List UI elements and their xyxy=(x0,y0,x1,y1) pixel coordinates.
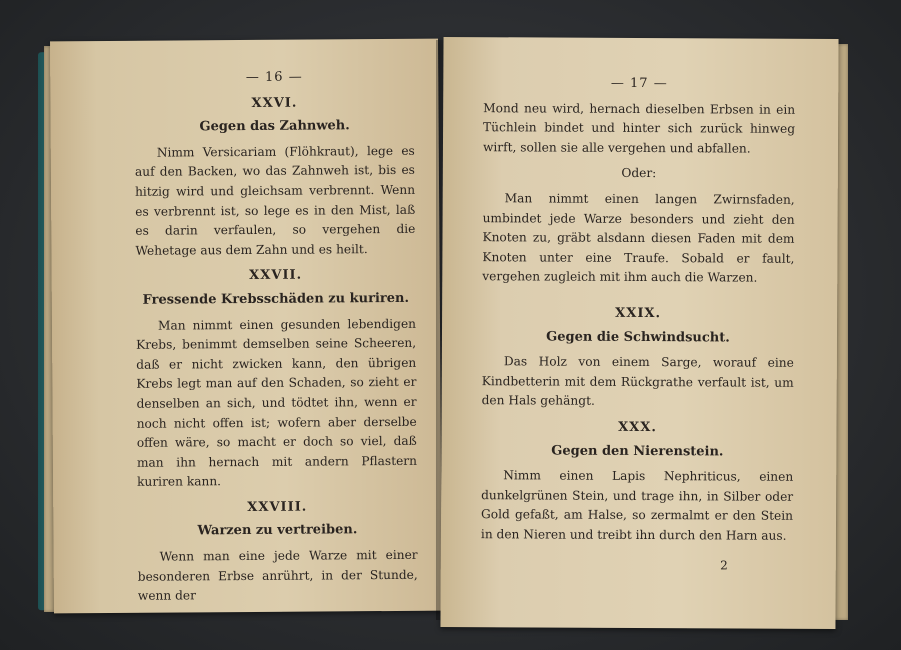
section-heading: Gegen das Zahnweh. xyxy=(199,118,350,135)
section-paragraph: Man nimmt einen gesunden lebendigen Krebs, benimmt demselben seine Scheeren, daß er nicht zwicken kann, den übrigen Krebs legt man auf den Schaden, so zieht er denselben an sich, und tödtet ihn, wenn er noch nicht offen ist; wofern aber derselbe offen wäre, so macht er doch so viel, daß man ihn hernach mit andern Pflastern kuriren kann. xyxy=(136,316,417,490)
section-paragraph: Wenn man eine jede Warze mit einer besonderen Erbse anrührt, in der Stunde, wenn der xyxy=(137,547,418,604)
left-page-text xyxy=(134,67,418,613)
section-number: XXVI. xyxy=(251,95,298,111)
section-paragraph: Nimm einen Lapis Nephriticus, einen dunkelgrünen Stein, und trage ihn, in Silber oder Gold gefaßt, am Halse, so zermalmt er den Stein in den Nieren und treibt ihn durch den Harn aus. xyxy=(480,468,794,543)
signature-mark: 2 xyxy=(720,558,728,573)
right-page-text xyxy=(481,73,795,552)
section-number: XXIX. xyxy=(615,305,662,322)
section-paragraph: Das Holz von einem Sarge, worauf eine Kindbetterin mit dem Rückgrathe verfault ist, um den Hals gehängt. xyxy=(481,354,794,409)
right-page xyxy=(440,37,838,629)
section-heading: Fressende Krebsschäden zu kuriren. xyxy=(142,290,410,308)
section-heading: Gegen den Nierenstein. xyxy=(551,443,724,459)
page-number: — 17 — xyxy=(610,75,668,92)
section-number: XXVII. xyxy=(249,267,303,284)
page-number: — 16 — xyxy=(245,69,303,85)
left-page xyxy=(50,39,442,614)
oder-paragraph: Man nimmt einen langen Zwirnsfaden, umbindet jede Warze besonders und zieht den Knoten zu, gräbt alsdann diesen Faden mit dem Knoten unter eine Traufe. Sobald er fault, vergehen zugleich mit ihm auch die Warzen. xyxy=(482,191,795,285)
section-number: XXX. xyxy=(618,419,657,435)
continuation-paragraph: Mond neu wird, hernach dieselben Erbsen in ein Tüchlein bindet und hinter sich zurück hinweg wirft, sollen sie alle vergehen und abfallen. xyxy=(482,100,796,156)
section-number: XXVIII. xyxy=(247,499,308,515)
section-heading: Warzen zu vertreiben. xyxy=(197,522,358,539)
section-paragraph: Nimm Versicariam (Flöhkraut), lege es auf den Backen, wo das Zahnweh ist, bis es hitzig wird und gleichsam verbrennt. Wenn es verbrennt ist, so lege es in den Mist, laß es darin verfaulen, so vergehen die Wehetage aus dem Zahn und es heilt. xyxy=(134,143,416,258)
oder-label: Oder: xyxy=(621,166,657,181)
section-heading: Gegen die Schwindsucht. xyxy=(546,329,730,346)
